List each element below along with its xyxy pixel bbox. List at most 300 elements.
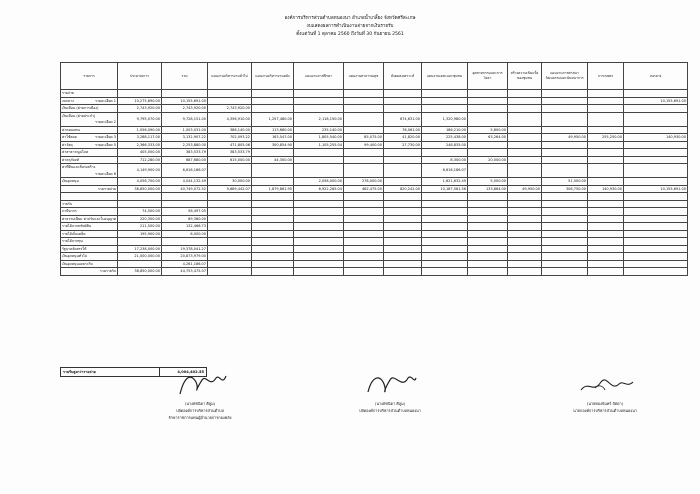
table-cell bbox=[508, 112, 542, 126]
table-cell: 1,056,090.00 bbox=[118, 126, 162, 134]
table-cell bbox=[624, 112, 688, 126]
table-cell: 5,000.00 bbox=[468, 178, 508, 186]
col-header: ประมาณการ bbox=[118, 63, 162, 90]
report-title: งบแสดงผลการดำเนินงานจ่ายจากเงินรายรับ bbox=[306, 24, 394, 29]
empty-cell bbox=[624, 260, 688, 268]
total-cell: 10,155,691.00 bbox=[624, 185, 688, 193]
empty-cell bbox=[344, 208, 384, 216]
table-cell: 186,210.00 bbox=[422, 126, 468, 134]
total-cell: 6,922,285.04 bbox=[294, 185, 344, 193]
table-cell bbox=[294, 164, 344, 178]
empty-cell bbox=[508, 238, 542, 246]
table-cell bbox=[344, 164, 384, 178]
table-cell bbox=[208, 164, 252, 178]
total-cell: 49,950.00 bbox=[508, 185, 542, 193]
row-label bbox=[61, 105, 118, 113]
column-header-row bbox=[61, 63, 688, 90]
table-cell: 2,366,333.00 bbox=[118, 141, 162, 149]
table-cell bbox=[588, 178, 624, 186]
net-value: 4,004,402.55 bbox=[160, 368, 207, 377]
empty-cell bbox=[624, 238, 688, 246]
empty-cell bbox=[294, 223, 344, 231]
table-row bbox=[61, 126, 688, 134]
empty-cell bbox=[252, 245, 294, 253]
empty-cell bbox=[208, 208, 252, 216]
empty-cell bbox=[468, 223, 508, 231]
table-cell bbox=[588, 149, 624, 157]
table-cell bbox=[344, 149, 384, 157]
empty-cell bbox=[508, 215, 542, 223]
table-cell bbox=[542, 105, 588, 113]
empty-cell bbox=[344, 230, 384, 238]
table-cell bbox=[294, 97, 344, 105]
empty-cell bbox=[384, 238, 422, 246]
table-cell: 27,730.00 bbox=[384, 141, 422, 149]
table-cell bbox=[468, 112, 508, 126]
table-cell: 2,253,880.00 bbox=[162, 141, 208, 149]
table-row bbox=[61, 260, 688, 268]
table-cell bbox=[384, 156, 422, 164]
row-note: รายละเอียด 2 bbox=[95, 120, 116, 124]
empty-cell bbox=[384, 260, 422, 268]
table-cell: 2,058,000.00 bbox=[294, 178, 344, 186]
table-cell bbox=[344, 105, 384, 113]
table-cell bbox=[294, 149, 344, 157]
total-label: รวมรายรับ bbox=[61, 268, 118, 276]
table-cell: 113,680.00 bbox=[252, 126, 294, 134]
empty-cell bbox=[624, 268, 688, 276]
empty-cell bbox=[468, 215, 508, 223]
revenue-section bbox=[61, 193, 688, 276]
table-cell bbox=[624, 156, 688, 164]
empty-cell bbox=[384, 268, 422, 276]
total-cell: 462,475.00 bbox=[344, 185, 384, 193]
table-cell bbox=[252, 178, 294, 186]
empty-cell bbox=[384, 230, 422, 238]
table-cell: 5,800.00 bbox=[468, 126, 508, 134]
table-cell bbox=[252, 164, 294, 178]
table-cell bbox=[588, 156, 624, 164]
table-cell bbox=[508, 105, 542, 113]
table-cell: 51,500.00 bbox=[542, 178, 588, 186]
empty-cell bbox=[384, 245, 422, 253]
table-cell bbox=[384, 97, 422, 105]
table-cell: 383,533.79 bbox=[208, 149, 252, 157]
table-cell bbox=[624, 149, 688, 157]
row-note: รายละเอียด 6 bbox=[95, 171, 116, 176]
table-row bbox=[61, 230, 688, 238]
spacer-row bbox=[61, 193, 688, 201]
empty-cell bbox=[588, 223, 624, 231]
row-label-text: ค่าใช้สอย bbox=[62, 135, 77, 139]
table-cell: 471,805.06 bbox=[208, 141, 252, 149]
empty-cell bbox=[422, 215, 468, 223]
empty-cell bbox=[624, 230, 688, 238]
table-cell: 10,155,691.00 bbox=[624, 97, 688, 105]
table-cell bbox=[542, 126, 588, 134]
row-label bbox=[61, 149, 118, 157]
empty-cell bbox=[208, 245, 252, 253]
row-label bbox=[61, 178, 118, 186]
table-cell bbox=[252, 97, 294, 105]
col-header: แผนงานบริหารงานคลัง bbox=[252, 63, 294, 90]
col-header: สังคมสงเคราะห์ bbox=[384, 63, 422, 90]
table-cell: 4,044,132.49 bbox=[162, 178, 208, 186]
table-cell bbox=[344, 112, 384, 126]
table-row bbox=[61, 238, 688, 246]
table-cell: 21,000,000.00 bbox=[118, 253, 162, 261]
table-cell: 1,003,031.00 bbox=[162, 126, 208, 134]
empty-cell bbox=[588, 268, 624, 276]
empty-cell bbox=[294, 238, 344, 246]
empty-cell bbox=[208, 253, 252, 261]
table-cell bbox=[468, 149, 508, 157]
empty-cell bbox=[508, 245, 542, 253]
empty-cell bbox=[542, 260, 588, 268]
empty-cell bbox=[508, 223, 542, 231]
table-cell: 1,320,980.00 bbox=[422, 112, 468, 126]
org-title: องค์การบริหารส่วนตำบลหนองนา อำเภอน้ำเกลี้ยง จังหวัดศรีสะเกษ bbox=[284, 16, 416, 21]
empty-cell bbox=[624, 245, 688, 253]
total-cell: 133,864.00 bbox=[468, 185, 508, 193]
table-cell: 235,140.00 bbox=[294, 126, 344, 134]
empty-cell bbox=[468, 230, 508, 238]
table-cell bbox=[468, 141, 508, 149]
signature-image bbox=[575, 368, 635, 400]
table-cell: 1,805,540.00 bbox=[294, 134, 344, 142]
total-cell: 820,242.00 bbox=[384, 185, 422, 193]
empty-cell bbox=[422, 245, 468, 253]
empty-cell bbox=[384, 253, 422, 261]
table-cell bbox=[252, 149, 294, 157]
signer-name: (นายทองจันทร์ สัตยา) bbox=[586, 401, 624, 406]
table-cell bbox=[508, 164, 542, 178]
table-cell: 163,547.00 bbox=[252, 134, 294, 142]
row-label bbox=[61, 156, 118, 164]
table-cell: 9,795,070.00 bbox=[118, 112, 162, 126]
empty-cell bbox=[542, 245, 588, 253]
signer-name: (นางพัชนิดา ศิลูม) bbox=[184, 401, 216, 406]
table-cell: 2,743,920.00 bbox=[208, 105, 252, 113]
empty-cell bbox=[208, 268, 252, 276]
empty-cell bbox=[252, 260, 294, 268]
table-cell bbox=[384, 105, 422, 113]
empty-cell bbox=[294, 245, 344, 253]
table-cell: 41,820.00 bbox=[384, 134, 422, 142]
empty-cell bbox=[344, 245, 384, 253]
empty-cell bbox=[208, 215, 252, 223]
empty-cell bbox=[588, 208, 624, 216]
table-cell: 211,500.00 bbox=[118, 223, 162, 231]
table-cell bbox=[294, 105, 344, 113]
table-cell: 386,140.00 bbox=[208, 126, 252, 134]
table-cell bbox=[344, 126, 384, 134]
table-cell bbox=[344, 97, 384, 105]
empty-cell bbox=[588, 230, 624, 238]
empty-cell bbox=[294, 253, 344, 261]
table-row bbox=[61, 149, 688, 157]
signer-extra: รักษาราชการแทนผู้อำนวยการกองคลัง bbox=[168, 415, 232, 420]
empty-cell bbox=[508, 268, 542, 276]
section-label: รายรับ bbox=[61, 200, 118, 208]
table-cell: 1,257,480.00 bbox=[252, 112, 294, 126]
row-label-text: เงินเดือน (ฝ่ายการเมือง) bbox=[62, 106, 99, 110]
net-label: รายรับสูงกว่ารายจ่าย bbox=[61, 368, 160, 377]
table-cell bbox=[508, 97, 542, 105]
empty-cell bbox=[468, 208, 508, 216]
row-label bbox=[61, 164, 118, 178]
table-cell bbox=[422, 105, 468, 113]
col-header: อุตสาหกรรมและการโยธา bbox=[468, 63, 508, 90]
empty-cell bbox=[588, 260, 624, 268]
table-row bbox=[61, 223, 688, 231]
col-header: สร้างความเข้มแข็งของชุมชน bbox=[508, 63, 542, 90]
table-cell bbox=[542, 164, 588, 178]
table-cell: 132,466.73 bbox=[162, 223, 208, 231]
empty-cell bbox=[384, 215, 422, 223]
table-row bbox=[61, 112, 688, 126]
signer-name: (นางพัชนิดา ศิลูม) bbox=[374, 401, 406, 406]
empty-cell bbox=[508, 253, 542, 261]
empty-cell bbox=[344, 268, 384, 276]
table-cell: 255,250.00 bbox=[588, 134, 624, 142]
empty-cell bbox=[384, 223, 422, 231]
revenue-total-row bbox=[61, 268, 688, 276]
table-cell: 278,000.00 bbox=[344, 178, 384, 186]
table-cell bbox=[508, 134, 542, 142]
empty-cell bbox=[624, 215, 688, 223]
empty-cell bbox=[344, 253, 384, 261]
table-cell: 44,300.00 bbox=[252, 156, 294, 164]
table-cell: 49,950.00 bbox=[542, 134, 588, 142]
empty-cell bbox=[344, 260, 384, 268]
table-cell bbox=[118, 238, 162, 246]
table-cell: 615,000.00 bbox=[208, 156, 252, 164]
col-header: รวม bbox=[162, 63, 208, 90]
empty-cell bbox=[344, 238, 384, 246]
empty-cell bbox=[252, 208, 294, 216]
table-cell: 76,061.00 bbox=[384, 126, 422, 134]
col-header: แผนงานการศาสนาวัฒนธรรมและนันทนาการ bbox=[542, 63, 588, 90]
empty-cell bbox=[542, 215, 588, 223]
empty-cell bbox=[294, 230, 344, 238]
empty-cell bbox=[542, 223, 588, 231]
empty-cell bbox=[344, 215, 384, 223]
table-cell: 6,000.00 bbox=[162, 230, 208, 238]
table-cell: 1,621,632.49 bbox=[422, 178, 468, 186]
row-label-text: เงินอุดหนุน bbox=[62, 179, 79, 183]
table-cell bbox=[542, 141, 588, 149]
table-row bbox=[61, 215, 688, 223]
col-header: แผนงานการศึกษา bbox=[294, 63, 344, 90]
empty-cell bbox=[468, 260, 508, 268]
table-cell bbox=[422, 149, 468, 157]
empty-cell bbox=[468, 245, 508, 253]
total-cell: 306,750.00 bbox=[542, 185, 588, 193]
table-row bbox=[61, 253, 688, 261]
row-label-text: ค่าตอบแทน bbox=[62, 127, 80, 132]
table-cell: 674,631.00 bbox=[384, 112, 422, 126]
empty-cell bbox=[588, 253, 624, 261]
row-label: เงินอุดหนุนเฉพาะกิจ bbox=[61, 260, 118, 268]
table-row bbox=[61, 134, 688, 142]
empty-cell bbox=[384, 208, 422, 216]
table-row bbox=[61, 105, 688, 113]
table-cell: 20,873,979.00 bbox=[162, 253, 208, 261]
total-cell: 44,753,475.07 bbox=[162, 268, 208, 276]
table-row bbox=[61, 208, 688, 216]
row-label-text: ค่าที่ดินและสิ่งก่อสร้าง bbox=[62, 165, 96, 169]
row-label bbox=[61, 126, 118, 134]
row-label: รัฐบาลจัดสรรให้ bbox=[61, 245, 118, 253]
empty-cell bbox=[252, 230, 294, 238]
empty-cell bbox=[344, 223, 384, 231]
row-note: รายละเอียด 1 bbox=[95, 98, 116, 103]
table-cell bbox=[542, 149, 588, 157]
table-cell: 99,400.00 bbox=[344, 141, 384, 149]
col-header: แผนงานเคหะและชุมชน bbox=[422, 63, 468, 90]
empty-cell bbox=[422, 230, 468, 238]
table-cell bbox=[252, 105, 294, 113]
table-cell bbox=[542, 156, 588, 164]
empty-cell bbox=[542, 268, 588, 276]
table-row bbox=[61, 156, 688, 164]
empty-cell bbox=[422, 238, 468, 246]
empty-cell bbox=[508, 260, 542, 268]
table-cell: 56,497.05 bbox=[162, 208, 208, 216]
table-cell: 300,854.90 bbox=[252, 141, 294, 149]
col-header: แผนงานสาธารณสุข bbox=[344, 63, 384, 90]
table-cell bbox=[624, 141, 688, 149]
section-heading-row bbox=[61, 90, 688, 98]
row-label-text: ค่าครุภัณฑ์ bbox=[62, 157, 79, 162]
table-cell: 10,275,890.00 bbox=[118, 97, 162, 105]
table-cell bbox=[508, 156, 542, 164]
table-cell bbox=[508, 149, 542, 157]
table-cell bbox=[588, 126, 624, 134]
table-cell: 63,264.00 bbox=[468, 134, 508, 142]
empty-cell bbox=[468, 268, 508, 276]
empty-cell bbox=[508, 208, 542, 216]
table-cell: 85,075.00 bbox=[344, 134, 384, 142]
empty-cell bbox=[542, 230, 588, 238]
row-label-text: งบกลาง bbox=[62, 98, 74, 103]
table-cell bbox=[384, 164, 422, 178]
empty-cell bbox=[542, 253, 588, 261]
table-cell: 383,533.79 bbox=[162, 149, 208, 157]
signature-block-3 bbox=[540, 368, 670, 414]
table-cell bbox=[508, 126, 542, 134]
table-cell: 248,835.00 bbox=[422, 141, 468, 149]
empty-cell bbox=[208, 223, 252, 231]
table-cell bbox=[542, 112, 588, 126]
table-cell: 17,238,000.00 bbox=[118, 245, 162, 253]
table-cell: 8,300.00 bbox=[422, 156, 468, 164]
empty-cell bbox=[252, 253, 294, 261]
empty-cell bbox=[588, 215, 624, 223]
table-cell bbox=[294, 156, 344, 164]
total-cell: 1,879,861.90 bbox=[252, 185, 294, 193]
total-cell: 10,187,581.56 bbox=[422, 185, 468, 193]
empty-cell bbox=[422, 253, 468, 261]
table-row bbox=[61, 97, 688, 105]
table-cell: 3,288,117.00 bbox=[118, 134, 162, 142]
empty-cell bbox=[208, 238, 252, 246]
table-cell bbox=[624, 178, 688, 186]
table-cell: 30,000.00 bbox=[208, 178, 252, 186]
row-label: รายได้เบ็ดเตล็ด bbox=[61, 230, 118, 238]
empty-cell bbox=[422, 223, 468, 231]
row-label: ค่าธรรมเนียม ค่าปรับและใบอนุญาต bbox=[62, 216, 117, 221]
table-row bbox=[61, 164, 688, 178]
table-cell: 4,261,186.07 bbox=[162, 260, 208, 268]
total-cell: 140,930.00 bbox=[588, 185, 624, 193]
ledger-table bbox=[60, 62, 688, 276]
table-cell: 3,132,907.22 bbox=[162, 134, 208, 142]
table-cell: 1,105,255.04 bbox=[294, 141, 344, 149]
table-cell: 405,000.00 bbox=[118, 149, 162, 157]
table-cell: 9,728,151.00 bbox=[162, 112, 208, 126]
table-cell: 19,378,041.27 bbox=[162, 245, 208, 253]
row-label bbox=[61, 134, 118, 142]
table-cell bbox=[118, 260, 162, 268]
signature-image bbox=[170, 368, 230, 400]
empty-cell bbox=[542, 238, 588, 246]
row-label bbox=[61, 97, 118, 105]
col-header: การเกษตร bbox=[588, 63, 624, 90]
table-cell bbox=[508, 178, 542, 186]
table-row bbox=[61, 141, 688, 149]
empty-cell bbox=[294, 208, 344, 216]
table-cell bbox=[162, 238, 208, 246]
empty-cell bbox=[208, 230, 252, 238]
empty-cell bbox=[624, 208, 688, 216]
signer-position: ปลัดองค์การบริหารส่วนตำบลหนองนา bbox=[359, 408, 421, 413]
section-label: รายจ่าย bbox=[61, 90, 118, 98]
table-cell bbox=[624, 105, 688, 113]
table-cell: 220,300.00 bbox=[118, 215, 162, 223]
signature-block-2 bbox=[330, 368, 450, 414]
table-cell bbox=[624, 164, 688, 178]
table-cell bbox=[468, 97, 508, 105]
table-cell bbox=[344, 156, 384, 164]
table-cell: 4,149,900.00 bbox=[118, 164, 162, 178]
empty-cell bbox=[252, 215, 294, 223]
empty-cell bbox=[294, 260, 344, 268]
signature-block-1 bbox=[140, 368, 260, 421]
table-cell: 74,500.00 bbox=[118, 208, 162, 216]
table-cell bbox=[588, 112, 624, 126]
signer-position: นายกองค์การบริหารส่วนตำบลหนองนา bbox=[573, 408, 637, 413]
table-cell bbox=[508, 141, 542, 149]
empty-cell bbox=[252, 268, 294, 276]
table-cell: 702,093.22 bbox=[208, 134, 252, 142]
table-cell bbox=[588, 164, 624, 178]
table-cell: 6,616,186.07 bbox=[422, 164, 468, 178]
empty-cell bbox=[422, 208, 468, 216]
total-cell: 9,689,442.07 bbox=[208, 185, 252, 193]
table-cell bbox=[468, 164, 508, 178]
empty-cell bbox=[294, 215, 344, 223]
col-header: งบกลาง bbox=[624, 63, 688, 90]
empty-cell bbox=[422, 268, 468, 276]
empty-cell bbox=[588, 245, 624, 253]
total-cell: 38,850,000.00 bbox=[118, 185, 162, 193]
row-label bbox=[61, 141, 118, 149]
table-row bbox=[61, 245, 688, 253]
table-cell bbox=[208, 97, 252, 105]
row-note: รายละเอียด 5 bbox=[95, 142, 116, 147]
